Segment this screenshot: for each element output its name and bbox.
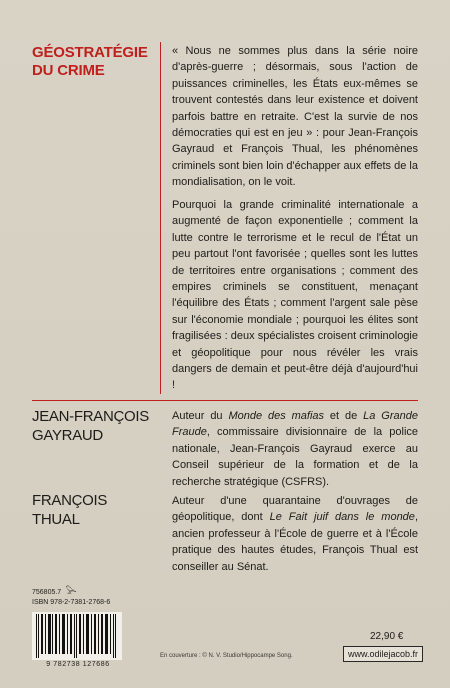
barcode-bars-icon <box>36 614 118 658</box>
blurb-paragraph-1: « Nous ne sommes plus dans la série noire d'après-guerre ; désormais, sous l'action de puissances criminelles, les États eux-mêmes se trouvent contestés dans leur existence et doivent parfois battre en retraite. C'est la survie de nos démocraties qui est en jeu » : pour Jean-François Gayraud et François Thual, les phénomènes criminels sont bien loin d'échapper aux effets de la mondialisation, on le voit. <box>172 45 418 189</box>
product-code: 756805.7 <box>32 589 62 596</box>
bio1-book2: La Grande Fraude <box>172 410 418 439</box>
bio1-book1: Monde des mafias <box>228 410 325 422</box>
author-name-gayraud <box>32 407 162 445</box>
author-name-thual <box>32 491 162 529</box>
book-title <box>32 44 154 80</box>
bio2-post: , ancien professeur à l'École de guerre et à l'École pratique des hautes études, François Thual est conseiller au Sénat. <box>172 511 418 573</box>
barcode <box>32 612 122 660</box>
author-bio-gayraud <box>172 408 418 490</box>
title-line-2: DU CRIME <box>32 62 105 79</box>
barcode-number: 9 782738 127686 <box>46 661 110 668</box>
blurb-paragraph-2: Pourquoi la grande criminalité internationale a augmenté de façon exponentielle ; comment la lutte contre le terrorisme et le recul de l'État un peu partout l'ont favorisée ; quelles sont les luttes de territoires entre organisations ; comment des empires criminels se constituent, menaçant l'équilibre des États ; comment l'argent sale pèse sur l'économie mondiale ; pourquoi les élites sont fragilisées : deux spécialistes croisent criminologie et géopolitique pour nous révéler les vrais dangers de demain et peut-être déjà d'aujourd'hui ! <box>172 199 418 392</box>
bird-logo-icon: 𓅪 <box>65 587 77 598</box>
author2-name-line-2: THUAL <box>32 511 80 528</box>
title-line-1: GÉOSTRATÉGIE <box>32 44 148 61</box>
author1-name-line-1: JEAN-FRANÇOIS <box>32 408 149 425</box>
product-info <box>32 588 132 608</box>
bio2-pre: Auteur d'une quarantaine d'ouvrages de géopolitique, dont <box>172 495 418 524</box>
vertical-divider <box>160 42 161 394</box>
bio1-post: , commissaire divisionnaire de la police nationale, Jean-François Gayraud exerce au Conseil supérieur de la formation et de la recherche stratégique (CSFRS). <box>172 426 418 488</box>
author-bio-thual <box>172 493 418 575</box>
bio1-pre: Auteur du <box>172 410 229 422</box>
isbn: ISBN 978-2-7381-2768-6 <box>32 599 111 606</box>
cover-credit: En couverture : © N. V. Studio/Hippocampe Song. <box>160 653 293 659</box>
bio1-mid: et de <box>324 410 364 422</box>
author1-name-line-2: GAYRAUD <box>32 427 103 444</box>
price: 22,90 € <box>370 631 404 642</box>
bio2-book: Le Fait juif dans le monde <box>269 511 415 524</box>
horizontal-divider <box>32 400 418 401</box>
author2-name-line-1: FRANÇOIS <box>32 492 108 509</box>
publisher-website[interactable]: www.odilejacob.fr <box>343 646 423 662</box>
